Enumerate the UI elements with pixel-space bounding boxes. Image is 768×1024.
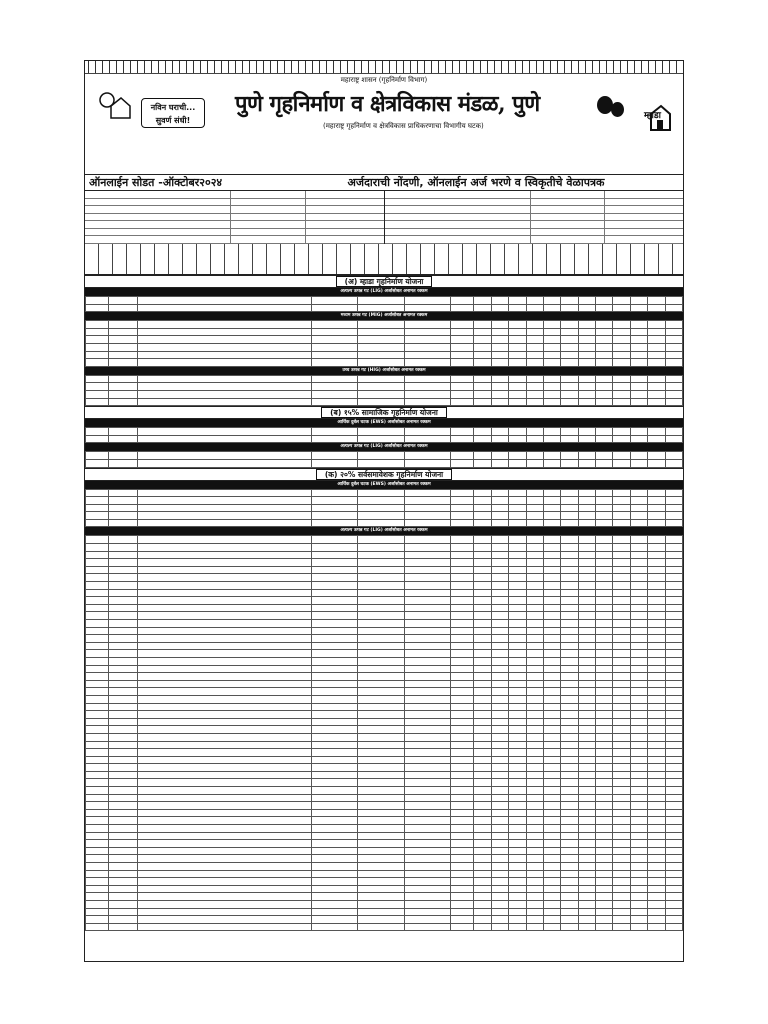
table-row: [86, 703, 683, 711]
table-row: [86, 544, 683, 552]
table-row: [86, 375, 683, 383]
table-row: [86, 893, 683, 901]
table-row: [86, 673, 683, 681]
table-row: [86, 650, 683, 658]
table-row: [86, 916, 683, 924]
badge-line-2: सुवर्ण संधी!: [155, 116, 191, 125]
income-group-mig: मध्यम उत्पन्न गट (MIG) अर्जासोबत अनामत रक्कम: [85, 312, 683, 320]
table-row: [86, 336, 683, 344]
section-heading-a: (अ) म्हाडा गृहनिर्माण योजना: [85, 275, 683, 288]
government-line: महाराष्ट्र शासन (गृहनिर्माण विभाग): [340, 76, 428, 84]
scheme-table: [85, 451, 683, 467]
table-row: [86, 398, 683, 406]
schedule-row: [85, 191, 384, 199]
schedule-row: [385, 229, 684, 237]
schedule-left: [85, 191, 385, 243]
scheme-table: [85, 427, 683, 443]
table-row: [86, 620, 683, 628]
table-row: [86, 817, 683, 825]
table-row: [86, 497, 683, 505]
decorative-border: [85, 61, 683, 74]
table-row: [86, 597, 683, 605]
schedule-row: [85, 236, 384, 244]
table-row: [86, 297, 683, 305]
decorative-fruit-icon: [611, 102, 624, 117]
table-row: [86, 390, 683, 398]
table-row: [86, 802, 683, 810]
table-row: [86, 855, 683, 863]
income-group-lig: अत्यल्प उत्पन्न गट (LIG) अर्जासोबत अनामत रक्कम: [85, 443, 683, 451]
table-row: [86, 504, 683, 512]
table-row: [86, 328, 683, 336]
table-row: [86, 459, 683, 467]
income-group-lig: अत्यल्प उत्पन्न गट (LIG) अर्जासोबत अनामत रक्कम: [85, 288, 683, 296]
table-row: [86, 435, 683, 443]
table-row: [86, 512, 683, 520]
table-row: [86, 741, 683, 749]
table-row: [86, 749, 683, 757]
board-title: पुणे गृहनिर्माण व क्षेत्रविकास मंडळ, पुणे: [235, 91, 540, 117]
table-row: [86, 863, 683, 871]
table-row: [86, 870, 683, 878]
table-row: [86, 536, 683, 544]
scheme-table: [85, 489, 683, 528]
table-row: [86, 794, 683, 802]
table-row: [86, 343, 683, 351]
badge-line-1: नविन घराची...: [150, 103, 196, 112]
section-heading-b: (ब) १५% सामाजिक गृहनिर्माण योजना: [85, 406, 683, 419]
table-row: [86, 665, 683, 673]
table-row: [86, 733, 683, 741]
income-group-lig: अत्यल्प उत्पन्न गट (LIG) अर्जासोबत अनामत रक्कम: [85, 527, 683, 535]
income-group-ews: आर्थिक दुर्बल घटक (EWS) अर्जासोबत अनामत रक्कम: [85, 481, 683, 489]
table-row: [86, 321, 683, 329]
table-row: [86, 519, 683, 527]
table-row: [86, 559, 683, 567]
board-subtitle: (महाराष्ट्र गृहनिर्माण व क्षेत्रविकास प्राधिकरणाचा विभागीय घटक): [323, 122, 484, 130]
income-group-ews: आर्थिक दुर्बल घटक (EWS) अर्जासोबत अनामत रक्कम: [85, 419, 683, 427]
schedule-table: [85, 191, 683, 244]
mhada-logo-text: म्हाडा: [644, 111, 661, 121]
table-row: [86, 383, 683, 391]
table-row: [86, 612, 683, 620]
schedule-row: [85, 206, 384, 214]
table-row: [86, 359, 683, 367]
table-row: [86, 726, 683, 734]
schedule-title: अर्जदाराची नोंदणी, ऑनलाईन अर्ज भरणे व स्विकृतीचे वेळापत्रक: [347, 176, 605, 189]
table-row: [86, 428, 683, 436]
scheme-table: [85, 535, 683, 931]
table-row: [86, 351, 683, 359]
table-row: [86, 688, 683, 696]
table-row: [86, 657, 683, 665]
table-row: [86, 635, 683, 643]
schedule-row: [385, 191, 684, 199]
table-row: [86, 847, 683, 855]
table-row: [86, 695, 683, 703]
table-row: [86, 711, 683, 719]
table-row: [86, 574, 683, 582]
table-row: [86, 604, 683, 612]
schedule-row: [85, 199, 384, 207]
table-row: [86, 627, 683, 635]
table-row: [86, 566, 683, 574]
header: [85, 74, 683, 152]
income-group-hig: उच्च उत्पन्न गट (HIG) अर्जासोबत अनामत रक्कम: [85, 367, 683, 375]
section-heading-c: (क) २०% सर्वसमावेशक गृहनिर्माण योजना: [85, 468, 683, 481]
table-row: [86, 718, 683, 726]
table-row: [86, 489, 683, 497]
column-headers: [85, 244, 683, 275]
table-row: [86, 832, 683, 840]
table-row: [86, 304, 683, 312]
table-row: [86, 908, 683, 916]
table-row: [86, 764, 683, 772]
schedule-row: [85, 221, 384, 229]
schedule-row: [385, 214, 684, 222]
schedule-row: [385, 199, 684, 207]
table-row: [86, 885, 683, 893]
table-row: [86, 809, 683, 817]
title-band: [85, 174, 683, 191]
schedule-right: [385, 191, 684, 243]
table-row: [86, 589, 683, 597]
table-row: [86, 680, 683, 688]
table-row: [86, 756, 683, 764]
table-row: [86, 787, 683, 795]
table-row: [86, 551, 683, 559]
table-row: [86, 900, 683, 908]
table-row: [86, 642, 683, 650]
table-row: [86, 582, 683, 590]
scheme-table: [85, 320, 683, 367]
table-row: [86, 452, 683, 460]
schedule-row: [385, 206, 684, 214]
schedule-row: [385, 236, 684, 244]
scheme-table: [85, 296, 683, 312]
schedule-row: [385, 221, 684, 229]
table-row: [86, 840, 683, 848]
schedule-row: [85, 229, 384, 237]
new-home-badge: [141, 98, 205, 128]
table-row: [86, 779, 683, 787]
lottery-title: ऑनलाईन सोडत -ऑक्टोबर२०२४: [89, 176, 223, 189]
table-row: [86, 923, 683, 931]
house-logo-icon: [97, 90, 131, 120]
table-row: [86, 771, 683, 779]
schedule-row: [85, 214, 384, 222]
intro-paragraph: [85, 152, 683, 174]
scheme-table: [85, 375, 683, 406]
table-row: [86, 825, 683, 833]
table-row: [86, 878, 683, 886]
advertisement-sheet: [84, 60, 684, 962]
